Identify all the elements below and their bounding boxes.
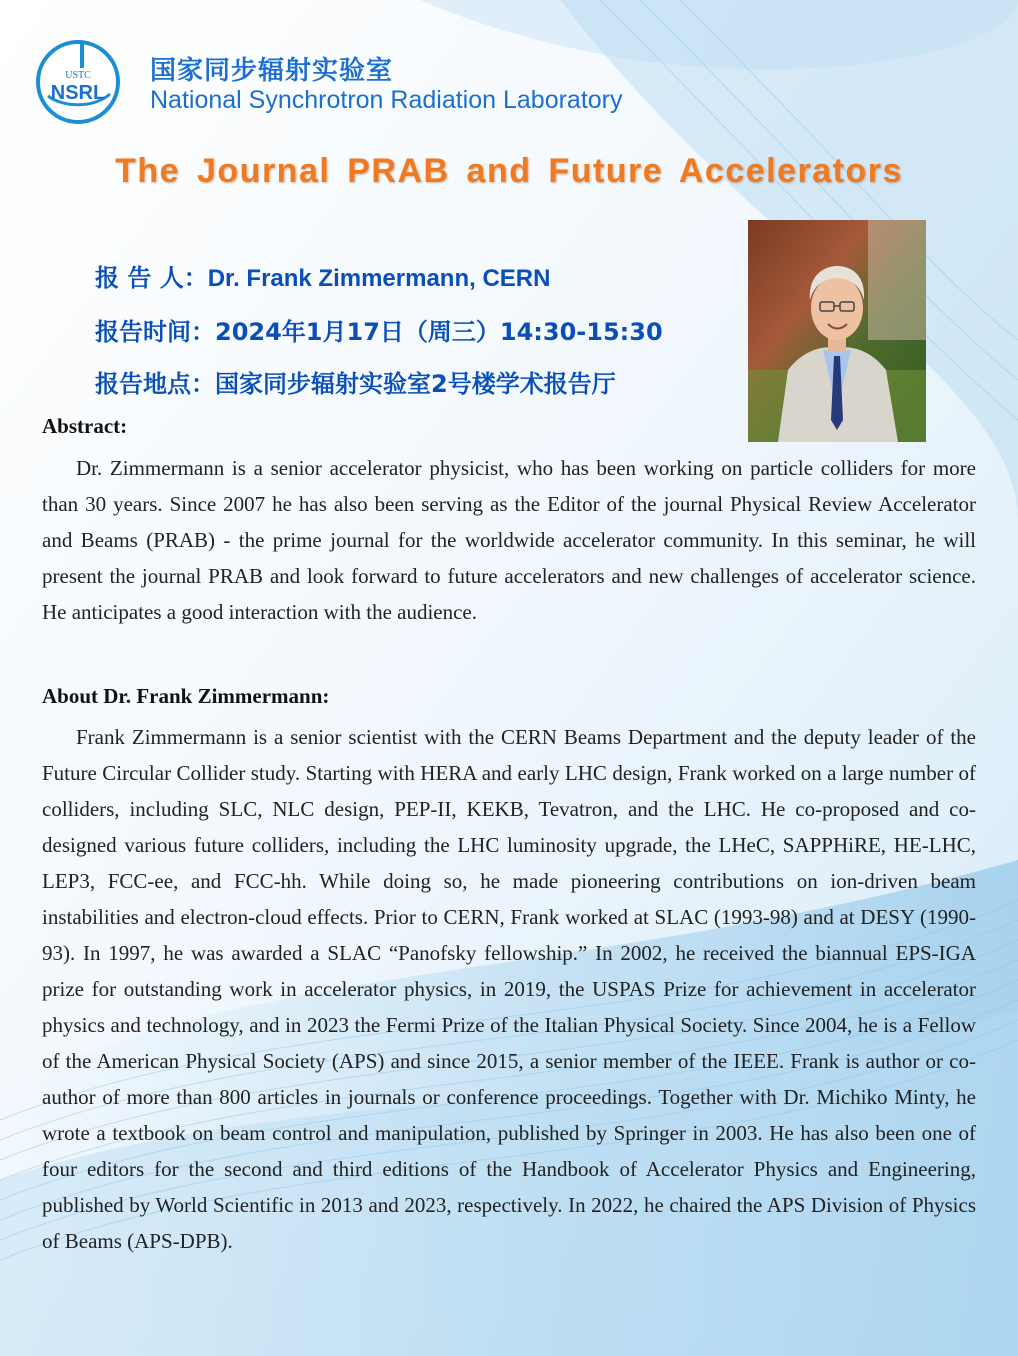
place-label: 报告地点：: [95, 370, 215, 398]
about-text: Frank Zimmermann is a senior scientist with the CERN Beams Department and the deputy leader of the Future Circular Collider study. Starting with HERA and early LHC design, Frank worked on a large number of colliders, including SLC, NLC design, PEP-II, KEKB, Tevatron, and the LHC. He co-proposed and co-designed various future colliders, including the LHC luminosity upgrade, the LHeC, SAPPHiRE, HE-LHC, LEP3, FCC-ee, and FCC-hh. While doing so, he made pioneering contributions on ion-driven beam instabilities and electron-cloud effects. Prior to CERN, Frank worked at SLAC (1993-98) and at DESY (1990-93). In 1997, he was awarded a SLAC “Panofsky fellowship.” In 2002, he received the biannual EPS-IGA prize for outstanding work in accelerator physics, in 2019, the USPAS Prize for achievement in accelerator physics and technology, and in 2023 the Fermi Prize of the Italian Physical Society. Since 2004, he is a Fellow of the American Physical Society (APS) and since 2015, a senior member of the IEEE. Frank is author or co-author of more than 800 articles in journals or conference proceedings. Together with Dr. Michiko Minty, he wrote a textbook on beam control and manipulation, published by Springer in 2003. He has also been one of four editors for the second and third editions of the Handbook of Accelerator Physics and Engineering, published by World Scientific in 2013 and 2023, respectively. In 2022, he chaired the APS Division of Physics of Beams (APS-DPB).: [42, 725, 976, 1253]
org-name-en: National Synchrotron Radiation Laboratory: [150, 86, 623, 114]
speaker-value: Dr. Frank Zimmermann, CERN: [207, 265, 551, 292]
nsrl-logo: [34, 38, 122, 126]
time-value: 2024年1月17日（周三）14:30-15:30: [215, 318, 663, 346]
svg-text:USTC: USTC: [65, 70, 91, 81]
speaker-line: [95, 258, 550, 293]
org-name-cn: 国家同步辐射实验室: [150, 56, 394, 86]
abstract-text: Dr. Zimmermann is a senior accelerator physicist, who has been working on particle colliders for more than 30 years. Since 2007 he has also been serving as the Editor of the journal Physical Review Accelerator and Beams (PRAB) - the prime journal for the worldwide accelerator community. In this seminar, he will present the journal PRAB and look forward to future accelerators and new challenges of accelerator science. He anticipates a good interaction with the audience.: [42, 456, 976, 624]
time-line: [95, 312, 663, 347]
about-heading: About Dr. Frank Zimmermann:: [42, 684, 330, 708]
speaker-photo: [748, 220, 926, 442]
speaker-label: 报 告 人：: [95, 264, 208, 292]
svg-text:NSRL: NSRL: [50, 82, 106, 104]
talk-title: The Journal PRAB and Future Accelerators: [115, 152, 903, 190]
place-value: 国家同步辐射实验室2号楼学术报告厅: [215, 370, 616, 398]
time-label: 报告时间：: [95, 318, 215, 346]
place-line: [95, 364, 616, 399]
abstract-heading: Abstract:: [42, 414, 128, 438]
